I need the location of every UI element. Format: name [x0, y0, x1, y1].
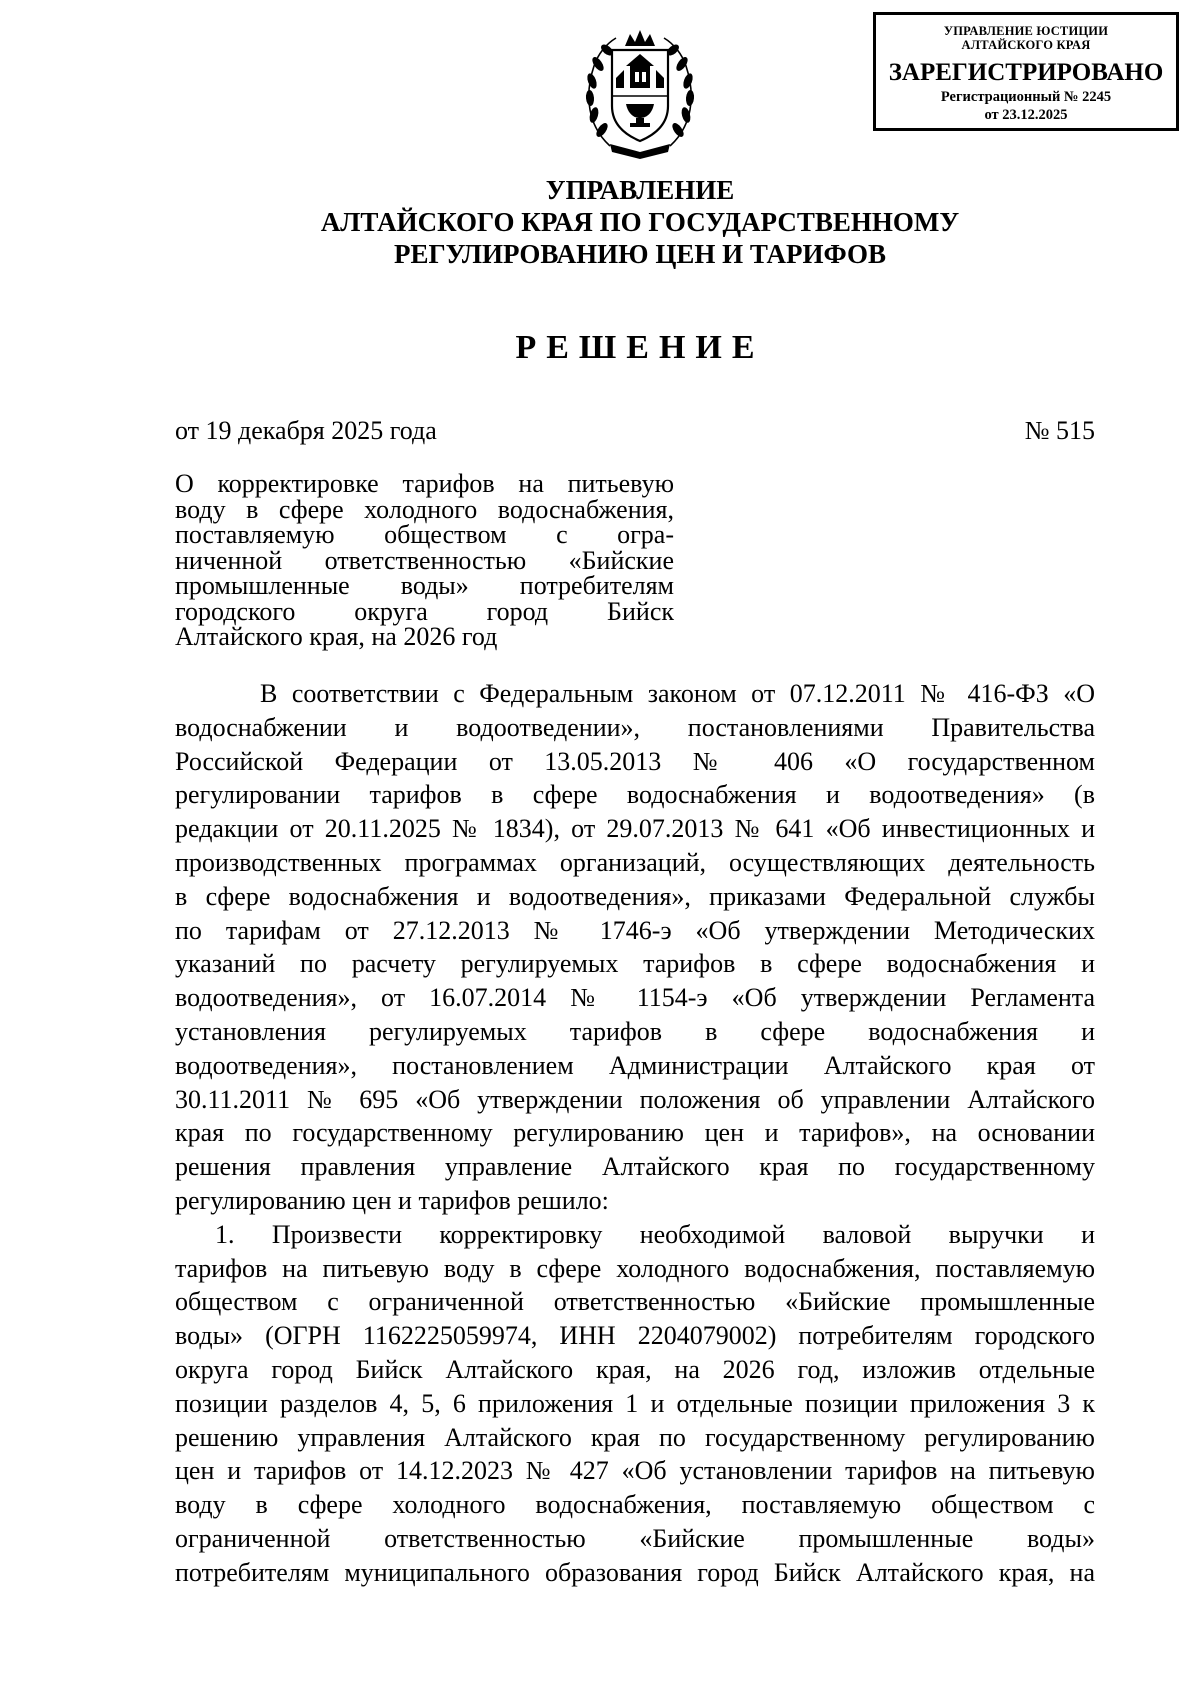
body-line: позиции разделов 4, 5, 6 приложения 1 и отдельные позиции приложения 3 к — [175, 1388, 1095, 1418]
stamp-status: ЗАРЕГИСТРИРОВАНО — [888, 59, 1164, 86]
document-body — [175, 677, 1095, 1590]
body-line: в сфере водоснабжения и водоотведения», приказами Федеральной службы — [175, 881, 1095, 911]
body-line: 30.11.2011 № 695 «Об утверждении положения об управлении Алтайского — [175, 1084, 1095, 1114]
authority-line: РЕГУЛИРОВАНИЮ ЦЕН И ТАРИФОВ — [393, 239, 887, 269]
body-line: решению управления Алтайского края по государственному регулированию — [175, 1422, 1095, 1452]
body-line: решения правления управление Алтайского края по государственному — [175, 1152, 1095, 1182]
authority-line: АЛТАЙСКОГО КРАЯ ПО ГОСУДАРСТВЕННОМУ — [320, 207, 960, 237]
stamp-authority-line1: УПРАВЛЕНИЕ ЮСТИЦИИ — [943, 24, 1109, 38]
body-line: регулировании тарифов в сфере водоснабжения и водоотведения» (в — [175, 780, 1095, 810]
body-line: установления регулируемых тарифов в сфере водоснабжения и — [175, 1016, 1095, 1046]
body-line: обществом с ограниченной ответственностью «Бийские промышленные — [175, 1287, 1095, 1317]
body-line: потребителям муниципального образования город Бийск Алтайского края, на — [175, 1557, 1095, 1587]
body-line: производственных программах организаций, осуществляющих деятельность — [175, 847, 1095, 877]
body-line: водоотведения», постановлением Администрации Алтайского края от — [175, 1050, 1095, 1080]
subject-line: воду в сфере холодного водоснабжения, — [175, 494, 674, 524]
body-line: округа город Бийск Алтайского края, на 2026 год, изложив отдельные — [175, 1354, 1095, 1384]
document-type-title: РЕШЕНИЕ — [515, 329, 765, 366]
registration-stamp — [873, 12, 1179, 131]
body-line: редакции от 20.11.2025 № 1834), от 29.07.2013 № 641 «Об инвестиционных и — [175, 814, 1095, 844]
body-line: по тарифам от 27.12.2013 № 1746-э «Об утверждении Методических — [175, 915, 1095, 945]
body-line: водоотведения», от 16.07.2014 № 1154-э «Об утверждении Регламента — [175, 983, 1095, 1013]
body-line: края по государственному регулированию цен и тарифов», на основании — [175, 1118, 1095, 1148]
stamp-reg-number: Регистрационный № 2245 — [940, 89, 1112, 105]
document-number: № 515 — [1024, 416, 1095, 445]
body-line: водоснабжении и водоотведении», постановлениями Правительства — [175, 712, 1095, 742]
subject-line: городского округа город Бийск — [175, 596, 674, 626]
document-subject — [175, 471, 674, 650]
body-line: регулированию цен и тарифов решило: — [175, 1185, 609, 1215]
body-line: Российской Федерации от 13.05.2013 № 406 «О государственном — [175, 746, 1095, 776]
document-date: от 19 декабря 2025 года — [175, 416, 437, 445]
subject-line: поставляемую обществом с огра- — [175, 520, 674, 549]
subject-line: ниченной ответственностью «Бийские — [175, 545, 674, 575]
body-line: 1. Произвести корректировку необходимой валовой выручки и — [215, 1219, 1095, 1249]
body-line: тарифов на питьевую воду в сфере холодного водоснабжения, поставляемую — [175, 1253, 1095, 1283]
authority-heading — [200, 174, 1080, 270]
subject-line: О корректировке тарифов на питьевую — [175, 469, 674, 498]
body-line: воду в сфере холодного водоснабжения, поставляемую обществом с — [175, 1490, 1095, 1520]
body-line: ограниченной ответственностью «Бийские промышленные воды» — [175, 1523, 1095, 1553]
body-line: цен и тарифов от 14.12.2023 № 427 «Об установлении тарифов на питьевую — [175, 1456, 1095, 1486]
body-line: воды» (ОГРН 1162225059974, ИНН 2204079002) потребителям городского — [175, 1321, 1095, 1351]
coat-of-arms-icon — [580, 26, 700, 161]
body-line: В соответствии с Федеральным законом от 07.12.2011 № 416-ФЗ «О — [260, 679, 1095, 708]
authority-line: УПРАВЛЕНИЕ — [545, 175, 735, 205]
subject-line: Алтайского края, на 2026 год — [175, 622, 498, 651]
stamp-reg-date: от 23.12.2025 — [984, 107, 1068, 123]
body-line: указаний по расчету регулируемых тарифов в сфере водоснабжения и — [175, 949, 1095, 979]
stamp-authority-line2: АЛТАЙСКОГО КРАЯ — [961, 38, 1091, 52]
subject-line: промышленные воды» потребителям — [175, 571, 674, 600]
